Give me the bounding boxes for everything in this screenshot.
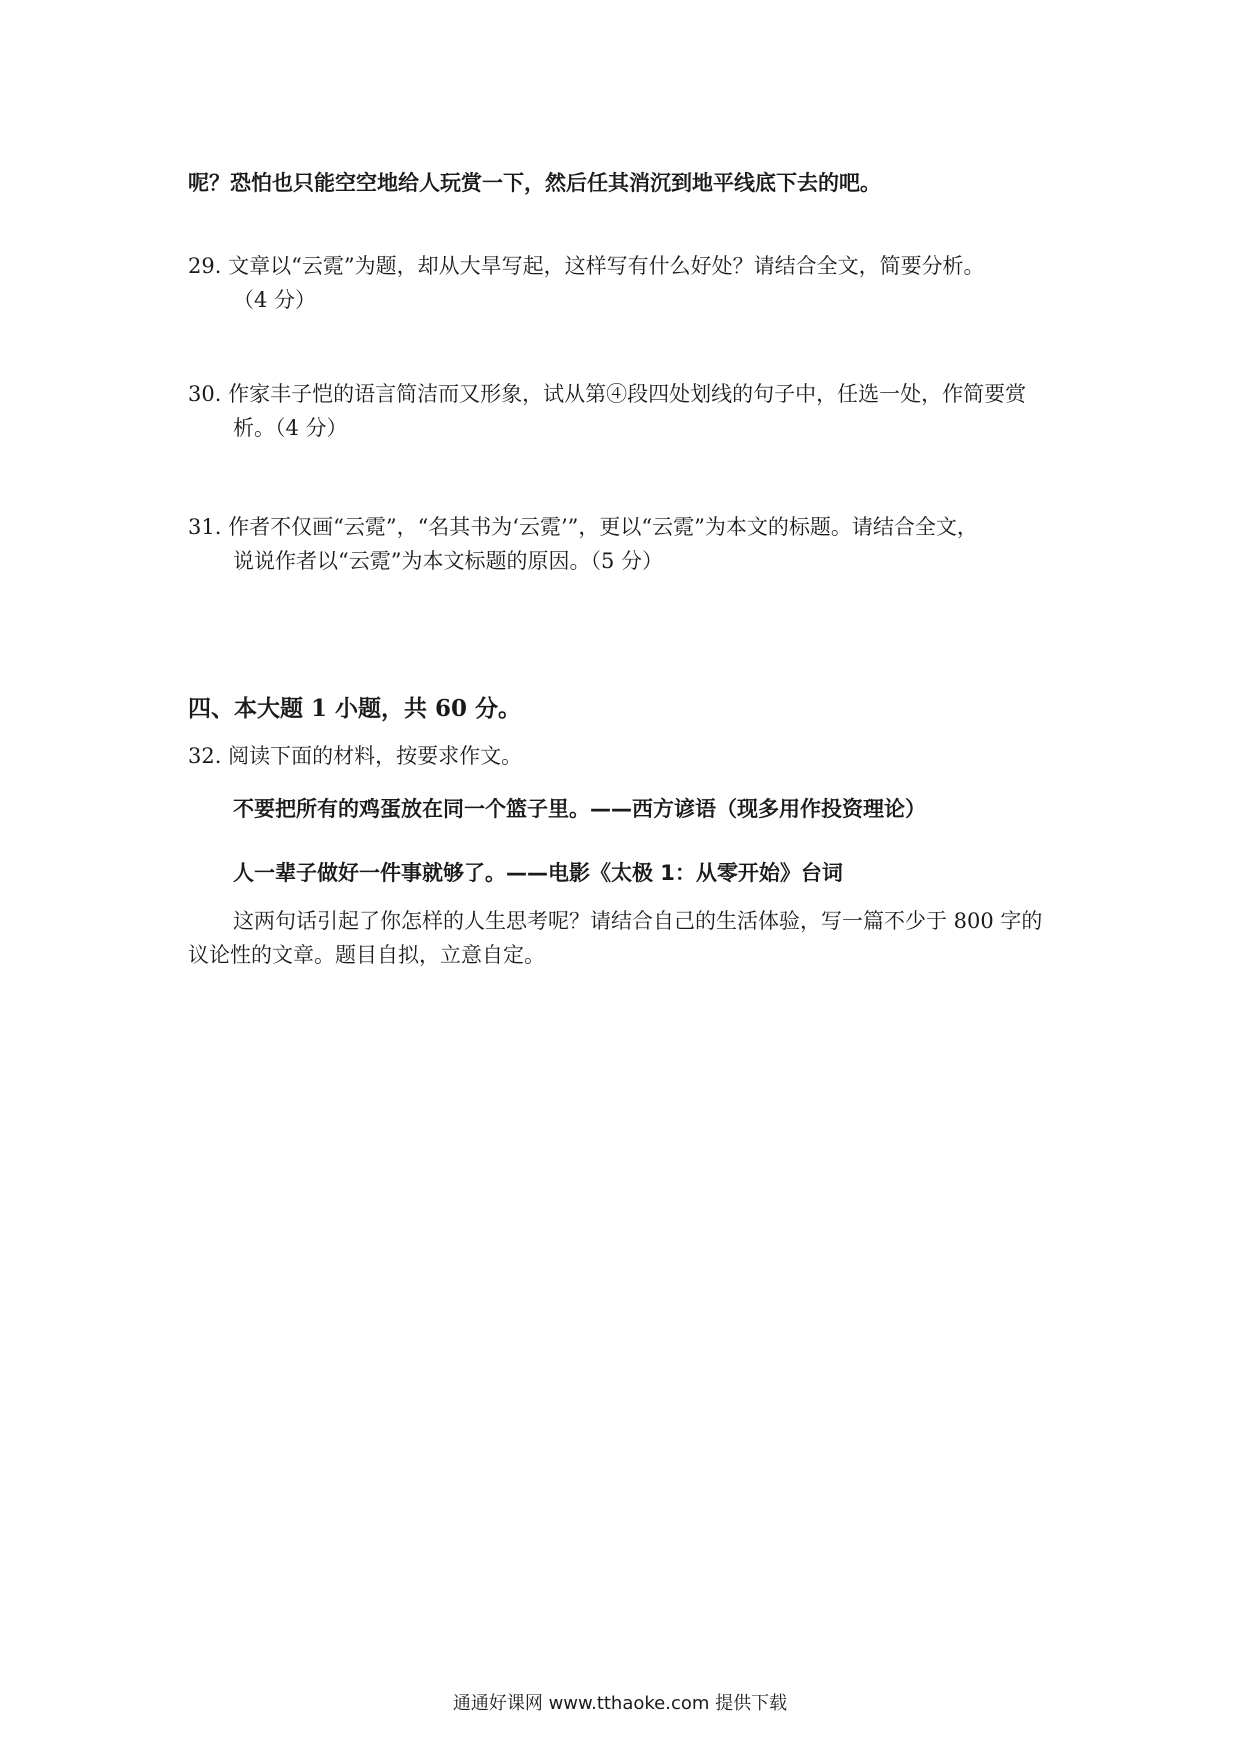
question-31-continuation: 说说作者以“云霓”为本文标题的原因。（5 分） [233,549,664,573]
essay-prompt-line-2: 议论性的文章。题目自拟，立意自定。 [188,943,545,967]
question-32-text: 阅读下面的材料，按要求作文。 [228,744,523,768]
page-footer: 通通好课网 www.tthaoke.com 提供下载 [452,1693,788,1714]
question-31-text: 作者不仅画“云霓”，“名其书为‘云霓’”，更以“云霓”为本文的标题。请结合全文， [228,515,978,539]
passage-end-line: 呢？恐怕也只能空空地给人玩赏一下，然后任其消沉到地平线底下去的吧。 [188,171,881,195]
question-29-text: 文章以“云霓”为题，却从大旱写起，这样写有什么好处？请结合全文，简要分析。 [228,254,985,278]
question-29-continuation: （4 分） [233,288,317,312]
question-29-number: 29. [188,254,222,278]
question-29 [188,251,985,281]
essay-prompt-line-1: 这两句话引起了你怎样的人生思考呢？请结合自己的生活体验，写一篇不少于 800 字的 [233,909,1043,933]
section-4-heading: 四、本大题 1 小题，共 60 分。 [188,695,522,722]
question-32-number: 32. [188,744,222,768]
question-30 [188,379,1026,409]
question-30-number: 30. [188,382,222,406]
question-30-text: 作家丰子恺的语言简洁而又形象，试从第④段四处划线的句子中，任选一处，作简要赏 [228,382,1027,406]
question-30-continuation: 析。（4 分） [233,416,348,440]
essay-quote-1: 不要把所有的鸡蛋放在同一个篮子里。——西方谚语（现多用作投资理论） [233,797,926,821]
question-32 [188,741,522,771]
question-31-number: 31. [188,515,222,539]
essay-quote-2: 人一辈子做好一件事就够了。——电影《太极 1：从零开始》台词 [233,861,843,885]
question-31 [188,512,978,542]
